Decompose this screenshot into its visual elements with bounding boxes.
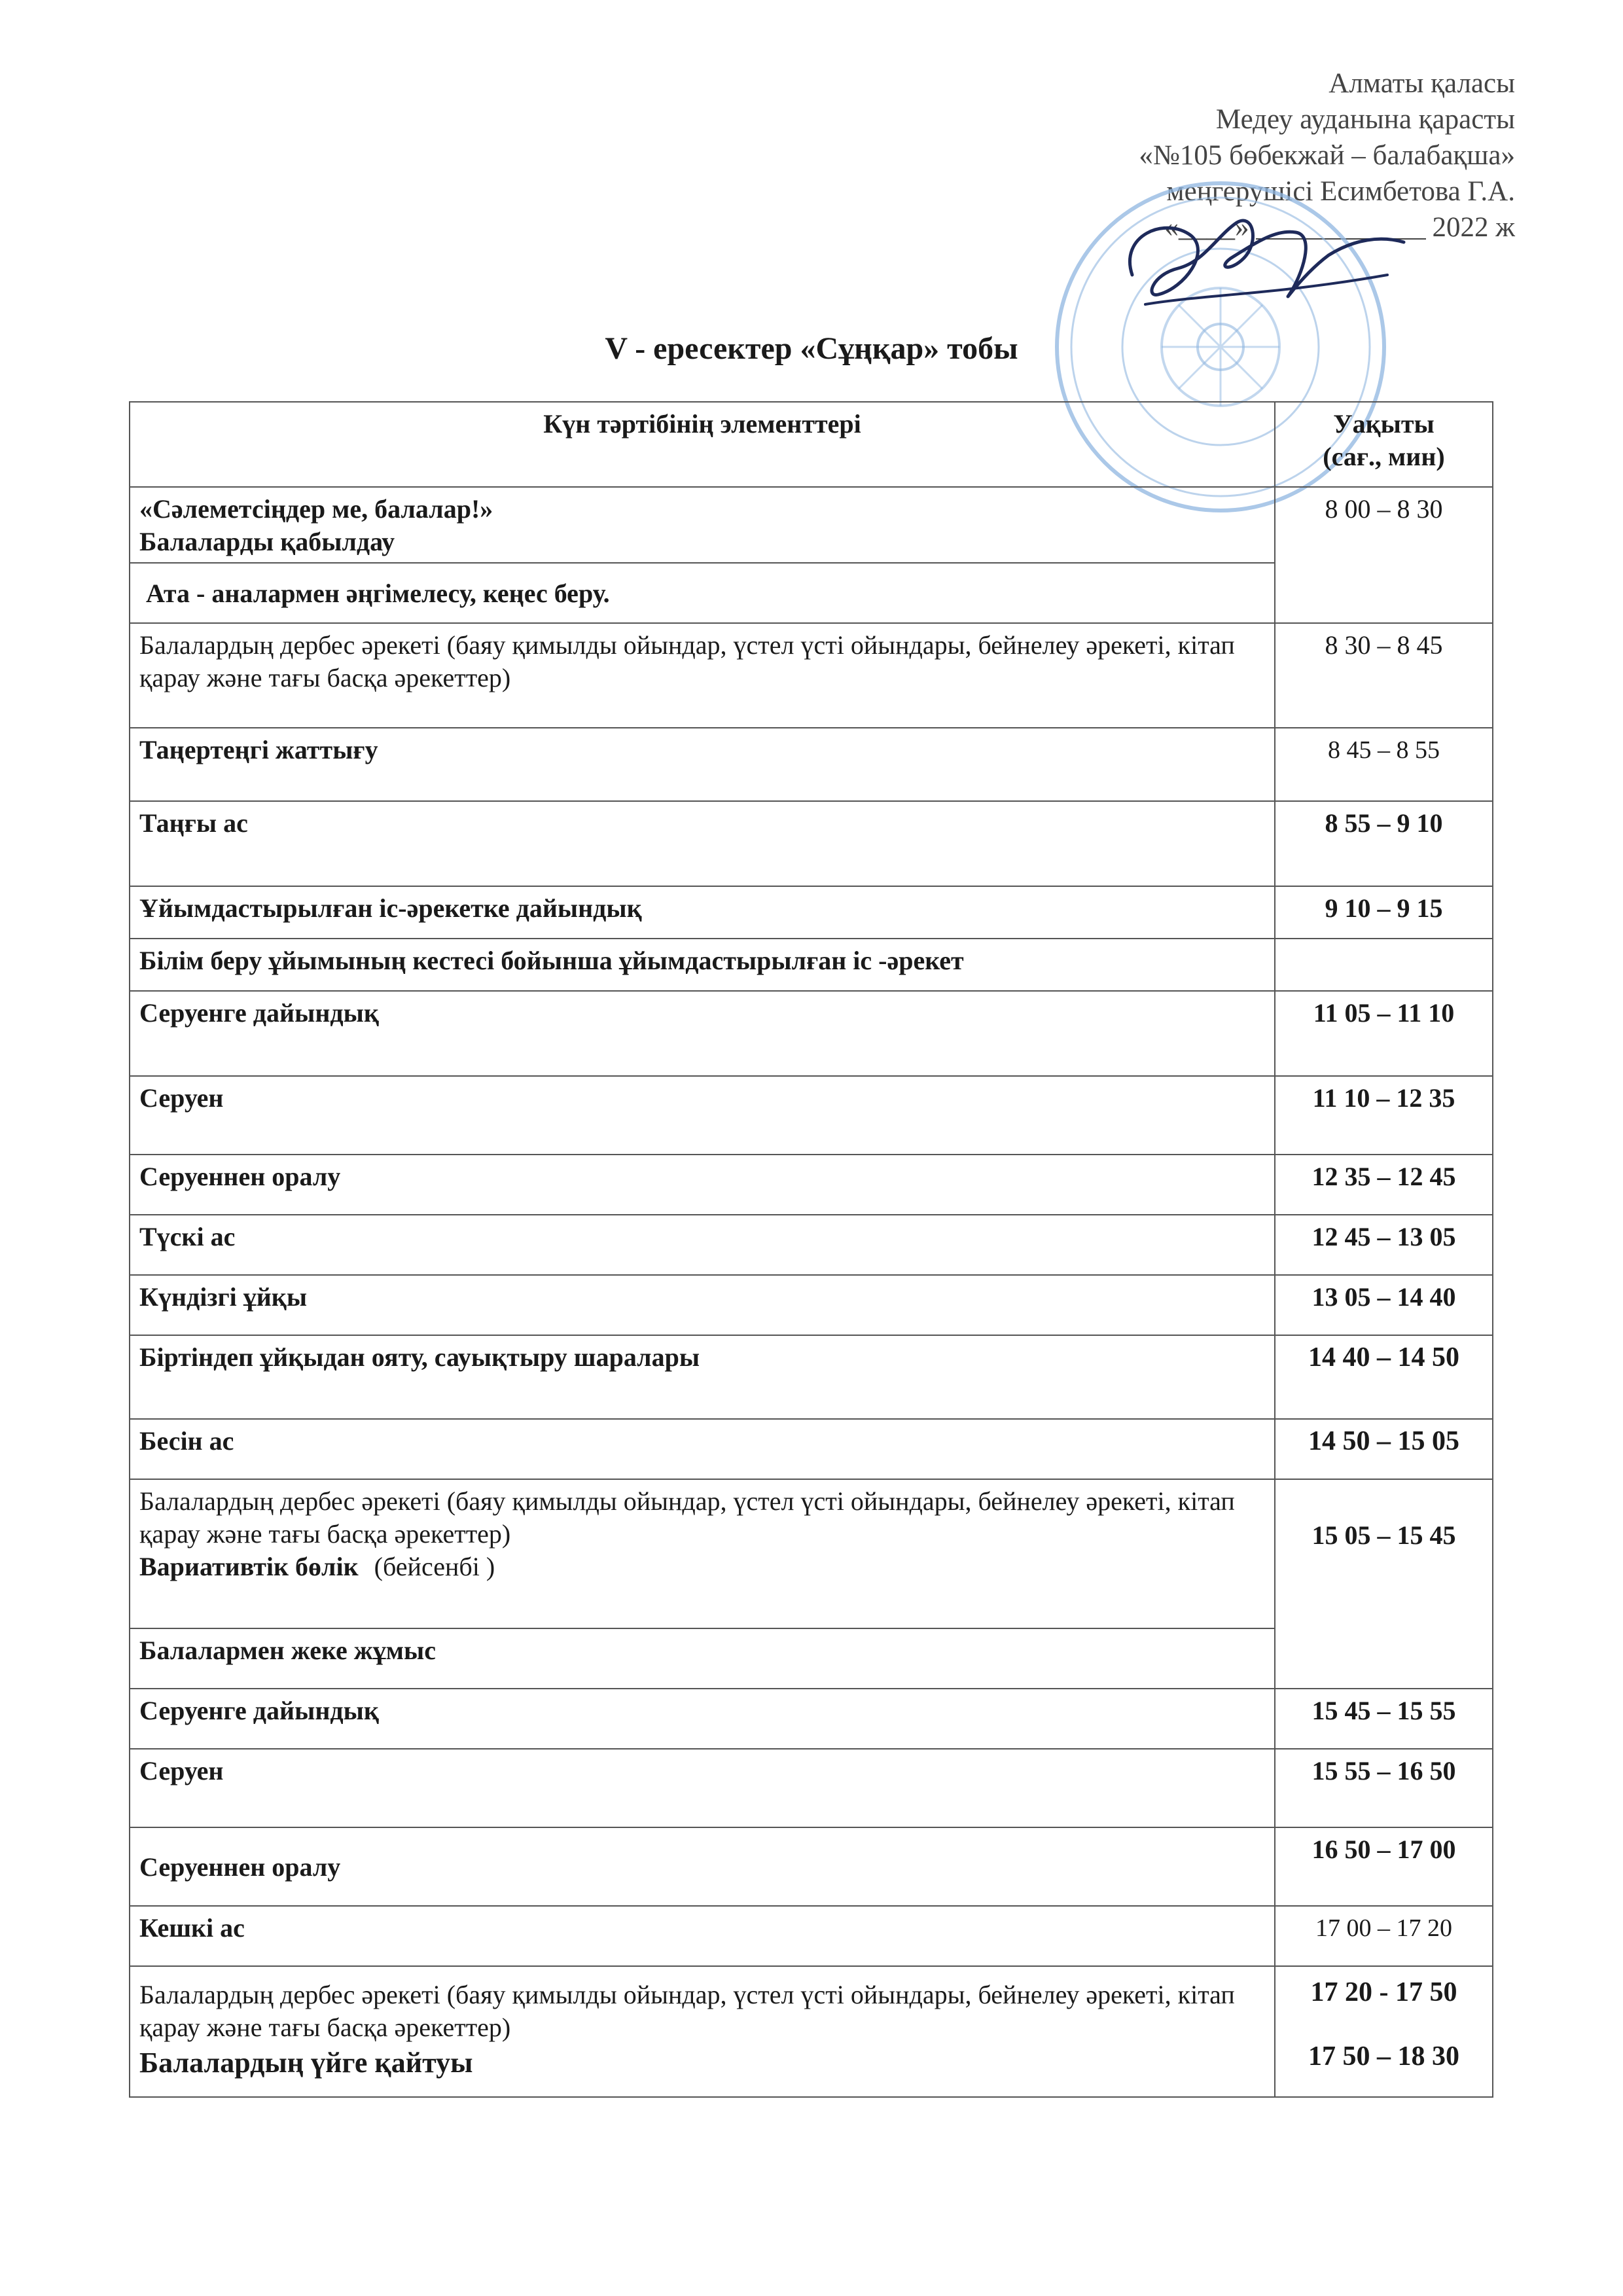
table-row xyxy=(130,1689,1493,1749)
row-activity: Күндізгі ұйқы xyxy=(130,1275,1275,1335)
row-time: 12 35 – 12 45 xyxy=(1275,1155,1493,1215)
table-row xyxy=(130,886,1493,939)
row-activity: Кешкі ас xyxy=(130,1906,1275,1966)
going-home-text: Балалардың үйге қайтуы xyxy=(139,2047,473,2079)
header-time xyxy=(1275,402,1493,487)
row-time xyxy=(1275,1966,1493,2097)
row-activity: Түскі ас xyxy=(130,1215,1275,1275)
row-activity: Балалардың дербес әрекеті (баяу қимылды ойындар, үстел үсті ойындары, бейнелеу әрекеті, кітап қарау және тағы басқа әрекеттер) xyxy=(130,623,1275,728)
document-title: V - ересектер «Сұңқар» тобы xyxy=(605,331,1018,366)
header-elements: Күн тәртібінің элементтері xyxy=(130,402,1275,487)
approval-head: меңгерушісі Есимбетова Г.А. xyxy=(1166,176,1515,207)
approval-year: 2022 ж xyxy=(1432,212,1515,243)
row-time: 8 30 – 8 45 xyxy=(1275,623,1493,728)
row-time: 11 05 – 11 10 xyxy=(1275,991,1493,1076)
approval-district: Медеу ауданына қарасты xyxy=(1215,104,1515,135)
table-row xyxy=(130,1749,1493,1827)
approval-kindergarten: «№105 бөбекжай – балабақша» xyxy=(1139,140,1515,171)
row-activity: Серуенге дайындық xyxy=(130,1689,1275,1749)
table-row xyxy=(130,1906,1493,1966)
row-activity: Серуеннен оралу xyxy=(130,1827,1275,1906)
row-activity: Балалармен жеке жұмыс xyxy=(130,1628,1275,1689)
table-row xyxy=(130,1076,1493,1155)
approval-city: Алматы қаласы xyxy=(1329,68,1515,99)
table-row xyxy=(130,1419,1493,1479)
row-activity: Серуен xyxy=(130,1749,1275,1827)
table-row xyxy=(130,1966,1493,2097)
row-activity: Бесін ас xyxy=(130,1419,1275,1479)
header-time-label: Уақыты xyxy=(1333,409,1435,439)
row-time-second: 17 50 – 18 30 xyxy=(1308,2041,1459,2072)
free-activity-text: Балалардың дербес әрекеті (баяу қимылды ойындар, үстел үсті ойындары, бейнелеу әрекеті, кітап қарау және тағы басқа әрекеттер) xyxy=(139,1486,1235,1549)
row-time: 15 55 – 16 50 xyxy=(1275,1749,1493,1827)
variative-label: Вариативтік бөлік xyxy=(139,1552,359,1581)
row-activity xyxy=(130,487,1275,563)
table-row xyxy=(130,1215,1493,1275)
header-time-unit: (сағ., мин) xyxy=(1323,442,1445,471)
row-time: 14 40 – 14 50 xyxy=(1275,1335,1493,1419)
row-activity: Біртіндеп ұйқыдан ояту, сауықтыру шаралары xyxy=(130,1335,1275,1419)
row-time: 8 45 – 8 55 xyxy=(1275,728,1493,801)
row-activity: Білім беру ұйымының кестесі бойынша ұйымдастырылған іс -әрекет xyxy=(130,939,1275,991)
table-row xyxy=(130,1335,1493,1419)
row-time: 15 05 – 15 45 xyxy=(1275,1479,1493,1689)
table-row xyxy=(130,728,1493,801)
row-time: 15 45 – 15 55 xyxy=(1275,1689,1493,1749)
greeting-text: «Сәлеметсіңдер ме, балалар!» xyxy=(139,494,493,524)
table-row xyxy=(130,623,1493,728)
table-header-row xyxy=(130,402,1493,487)
schedule-table xyxy=(129,401,1493,2098)
row-time xyxy=(1275,939,1493,991)
row-activity xyxy=(130,1479,1275,1628)
table-row xyxy=(130,487,1493,563)
table-row xyxy=(130,1155,1493,1215)
table-row xyxy=(130,801,1493,886)
table-row xyxy=(130,1275,1493,1335)
row-activity: Таңғы ас xyxy=(130,801,1275,886)
row-time: 14 50 – 15 05 xyxy=(1275,1419,1493,1479)
row-time: 12 45 – 13 05 xyxy=(1275,1215,1493,1275)
row-time: 17 00 – 17 20 xyxy=(1275,1906,1493,1966)
table-row xyxy=(130,991,1493,1076)
table-row xyxy=(130,939,1493,991)
row-activity: Серуенге дайындық xyxy=(130,991,1275,1076)
row-activity: Серуен xyxy=(130,1076,1275,1155)
row-time: 11 10 – 12 35 xyxy=(1275,1076,1493,1155)
row-time: 16 50 – 17 00 xyxy=(1275,1827,1493,1906)
variative-part xyxy=(139,1551,1265,1583)
approval-date-blank: «____» xyxy=(1164,212,1249,243)
table-row xyxy=(130,1827,1493,1906)
table-row xyxy=(130,1479,1493,1628)
row-time: 8 00 – 8 30 xyxy=(1275,487,1493,623)
row-time: 9 10 – 9 15 xyxy=(1275,886,1493,939)
row-activity xyxy=(130,1966,1275,2097)
reception-text: Балаларды қабылдау xyxy=(139,527,395,556)
row-activity: Серуеннен оралу xyxy=(130,1155,1275,1215)
free-activity-text: Балалардың дербес әрекеті (баяу қимылды ойындар, үстел үсті ойындары, бейнелеу әрекеті, кітап қарау және тағы басқа әрекеттер) xyxy=(139,1980,1235,2042)
row-time: 13 05 – 14 40 xyxy=(1275,1275,1493,1335)
row-activity: Ұйымдастырылған іс-әрекетке дайындық xyxy=(130,886,1275,939)
variative-day: (бейсенбі ) xyxy=(374,1552,495,1581)
signature xyxy=(1106,196,1414,327)
row-time-first: 17 20 - 17 50 xyxy=(1310,1977,1457,2007)
row-activity: Таңертеңгі жаттығу xyxy=(130,728,1275,801)
row-time: 8 55 – 9 10 xyxy=(1275,801,1493,886)
row-activity: Ата - аналармен әңгімелесу, кеңес беру. xyxy=(130,563,1275,623)
